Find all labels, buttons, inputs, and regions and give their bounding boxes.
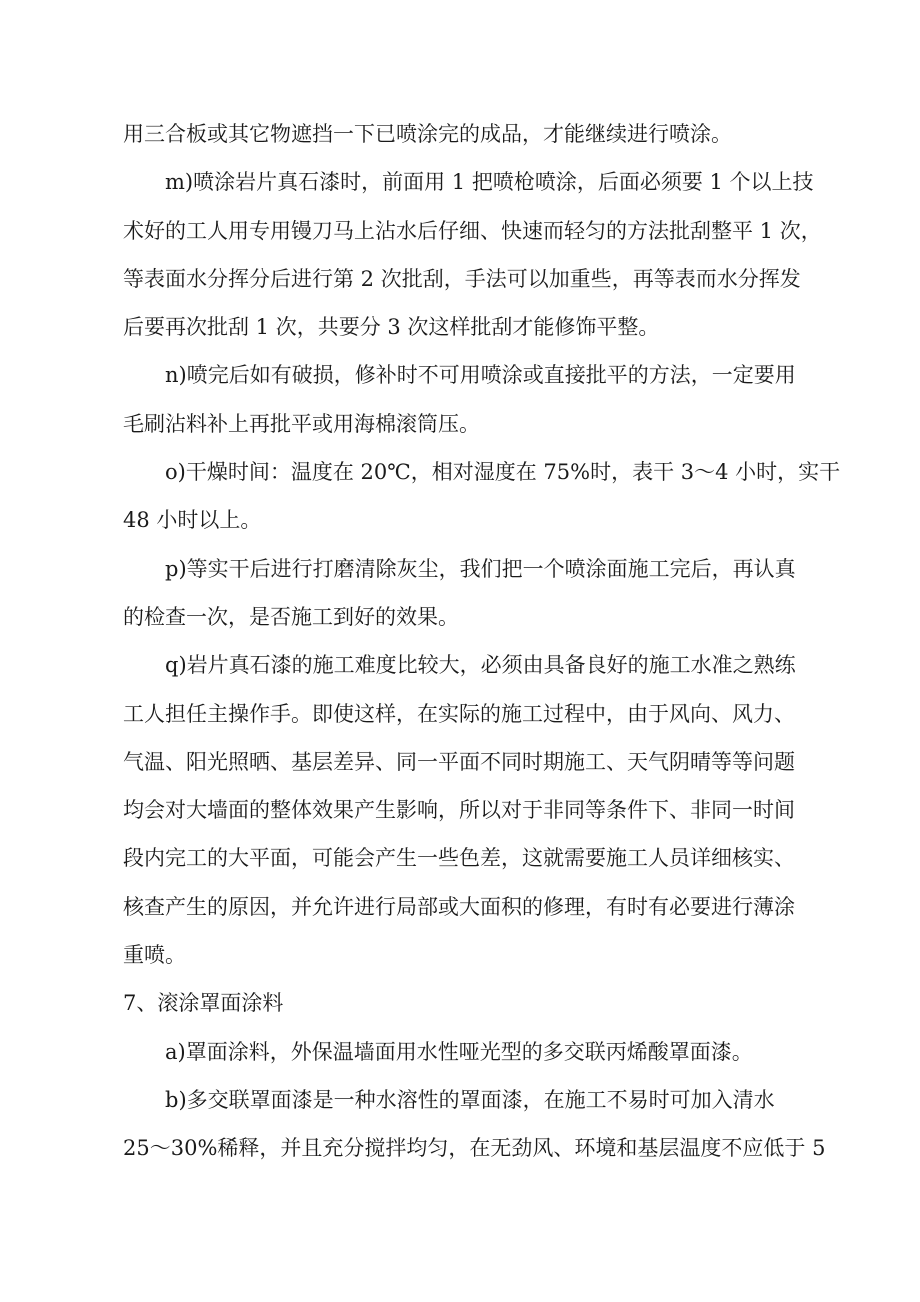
paragraph-m-line: m)喷涂岩片真石漆时，前面用 1 把喷枪喷涂，后面必须要 1 个以上技 — [165, 170, 814, 195]
text-line: 用三合板或其它物遮挡一下已喷涂完的成品，才能继续进行喷涂。 — [123, 122, 732, 146]
text-line: 48 小时以上。 — [123, 508, 262, 533]
text-line: 的检查一次，是否施工到好的效果。 — [123, 604, 459, 629]
text-line: 重喷。 — [123, 943, 186, 968]
text-line: 均会对大墙面的整体效果产生影响，所以对于非同等条件下、非同一时间 — [123, 798, 795, 823]
text-line: 术好的工人用专用镘刀马上沾水后仔细、快速而轻匀的方法批刮整平 1 次， — [123, 218, 822, 243]
paragraph-b-line: b)多交联罩面漆是一种水溶性的罩面漆，在施工不易时可加入清水 — [165, 1087, 775, 1112]
text-line: 气温、阳光照晒、基层差异、同一平面不同时期施工、天气阴晴等等问题 — [123, 749, 795, 774]
section-heading: 7、滚涂罩面涂料 — [123, 991, 284, 1016]
text-line: 后要再次批刮 1 次，共要分 3 次这样批刮才能修饰平整。 — [123, 315, 660, 340]
paragraph-n-line: n)喷完后如有破损，修补时不可用喷涂或直接批平的方法，一定要用 — [165, 363, 796, 388]
document-body — [123, 110, 841, 1173]
paragraph-a-line: a)罩面涂料，外保温墙面用水性哑光型的多交联丙烯酸罩面漆。 — [165, 1039, 753, 1064]
text-line: 段内完工的大平面，可能会产生一些色差，这就需要施工人员详细核实、 — [123, 846, 795, 871]
text-line: 毛刷沾料补上再批平或用海棉滚筒压。 — [123, 411, 480, 436]
text-line: 25～30%稀释，并且充分搅拌均匀，在无劲风、环境和基层温度不应低于 5 — [123, 1136, 826, 1161]
text-line: 核查产生的原因，并允许进行局部或大面积的修理，有时有必要进行薄涂 — [123, 894, 795, 919]
text-line: 工人担任主操作手。即使这样，在实际的施工过程中，由于风向、风力、 — [123, 701, 795, 726]
text-line: 等表面水分挥分后进行第 2 次批刮，手法可以加重些，再等表而水分挥发 — [123, 266, 801, 291]
paragraph-q-line: q)岩片真石漆的施工难度比较大，必须由具备良好的施工水准之熟练 — [165, 653, 796, 678]
paragraph-p-line: p)等实干后进行打磨清除灰尘，我们把一个喷涂面施工完后，再认真 — [165, 556, 796, 581]
paragraph-o-line: o)干燥时间：温度在 20℃，相对湿度在 75%时，表干 3～4 小时，实干 — [165, 460, 841, 485]
